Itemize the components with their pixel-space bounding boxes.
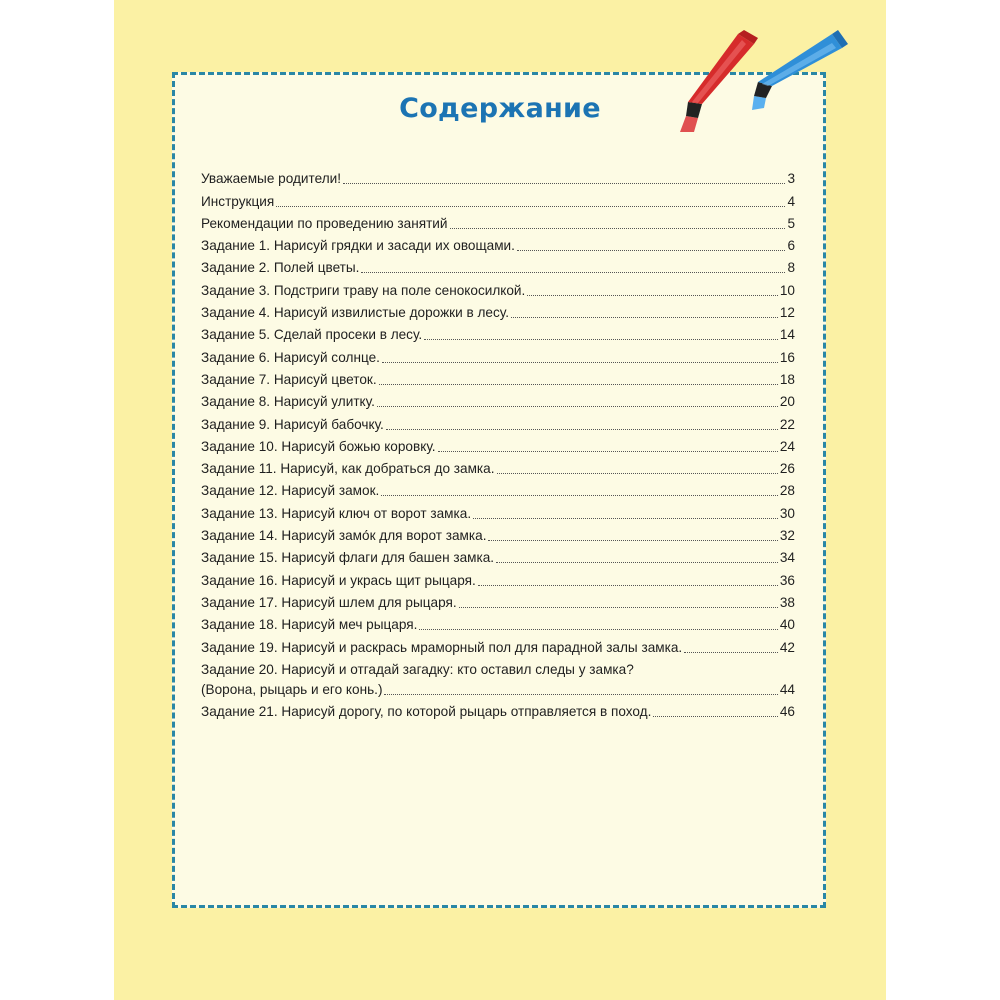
toc-page-number: 42 — [779, 639, 795, 655]
toc-page-number: 18 — [779, 371, 795, 387]
toc-entry — [201, 233, 795, 255]
toc-entry — [201, 567, 795, 589]
toc-entry-title: Задание 2. Полей цветы. — [201, 260, 360, 276]
dot-leader — [497, 473, 778, 474]
dot-leader — [684, 652, 778, 653]
toc-entry-title: Задание 7. Нарисуй цветок. — [201, 371, 377, 387]
toc-entry — [201, 545, 795, 567]
toc-page-number: 3 — [787, 171, 795, 187]
toc-entry — [201, 478, 795, 500]
toc-entry-title: Уважаемые родители! — [201, 171, 341, 187]
toc-entry — [201, 434, 795, 456]
toc-page-number: 6 — [787, 238, 795, 254]
toc-entry-title: Задание 14. Нарисуй замо́к для ворот замка. — [201, 528, 487, 544]
toc-entry-continuation — [201, 679, 795, 699]
dot-leader — [511, 317, 778, 318]
toc-page-number: 20 — [779, 394, 795, 410]
dot-leader — [381, 495, 778, 496]
toc-entry-title: Рекомендации по проведению занятий — [201, 215, 448, 231]
dot-leader — [377, 406, 778, 407]
dot-leader — [459, 607, 778, 608]
toc-page-number: 32 — [779, 528, 795, 544]
toc-entry — [201, 277, 795, 299]
toc-entry — [201, 389, 795, 411]
toc-entry-title: Задание 5. Сделай просеки в лесу. — [201, 327, 423, 343]
toc-entry-title: Задание 11. Нарисуй, как добраться до замка. — [201, 461, 495, 477]
toc-entry-title: Задание 19. Нарисуй и раскрась мраморный пол для парадной залы замка. — [201, 639, 683, 655]
dot-leader — [527, 295, 778, 296]
page-title: Содержание — [399, 93, 601, 124]
toc-entry — [201, 188, 795, 210]
toc-entry — [201, 211, 795, 233]
dot-leader — [386, 429, 778, 430]
toc-page-number: 12 — [779, 305, 795, 321]
dot-leader — [450, 228, 786, 229]
toc-entry-title: Задание 6. Нарисуй солнце. — [201, 349, 380, 365]
toc-entry — [201, 344, 795, 366]
dot-leader — [276, 206, 785, 207]
toc-entry — [201, 634, 795, 656]
dot-leader — [384, 694, 777, 695]
toc-entry-title: Инструкция — [201, 193, 275, 209]
toc-entry-title: Задание 21. Нарисуй дорогу, по которой рыцарь отправляется в поход. — [201, 703, 652, 719]
toc-entry-title: Задание 20. Нарисуй и отгадай загадку: кто оставил следы у замка? — [201, 661, 634, 677]
toc-page-number: 10 — [779, 282, 795, 298]
toc-page-number: 28 — [779, 483, 795, 499]
dot-leader — [438, 451, 778, 452]
toc-entry-title: Задание 18. Нарисуй меч рыцаря. — [201, 617, 418, 633]
toc-entry-title: Задание 16. Нарисуй и укрась щит рыцаря. — [201, 572, 476, 588]
toc-page-number: 46 — [779, 703, 795, 719]
toc-entry-title: Задание 10. Нарисуй божью коровку. — [201, 438, 436, 454]
toc-page-number: 22 — [779, 416, 795, 432]
toc-entry-title: Задание 8. Нарисуй улитку. — [201, 394, 375, 410]
toc-entry — [201, 367, 795, 389]
toc-page-number: 30 — [779, 505, 795, 521]
toc-page-number: 38 — [779, 594, 795, 610]
toc-entry — [201, 300, 795, 322]
toc-entry — [201, 322, 795, 344]
dot-leader — [496, 562, 778, 563]
dot-leader — [488, 540, 777, 541]
toc-page-number: 8 — [787, 260, 795, 276]
toc-entry-title: Задание 4. Нарисуй извилистые дорожки в лесу. — [201, 305, 509, 321]
toc-entry — [201, 411, 795, 433]
table-of-contents — [201, 166, 795, 721]
dot-leader — [382, 362, 778, 363]
dot-leader — [473, 518, 778, 519]
dot-leader — [379, 384, 778, 385]
toc-page-number: 26 — [779, 461, 795, 477]
toc-entry-title: Задание 15. Нарисуй флаги для башен замка. — [201, 550, 495, 566]
dot-leader — [517, 250, 786, 251]
toc-entry — [201, 456, 795, 478]
dot-leader — [361, 272, 785, 273]
toc-entry — [201, 166, 795, 188]
toc-entry-title: Задание 9. Нарисуй бабочку. — [201, 416, 384, 432]
toc-entry — [201, 612, 795, 634]
toc-entry-title-cont: (Ворона, рыцарь и его конь.) — [201, 681, 383, 697]
dot-leader — [419, 629, 777, 630]
toc-entry-title: Задание 12. Нарисуй замок. — [201, 483, 380, 499]
toc-entry — [201, 699, 795, 721]
toc-page-number: 44 — [779, 681, 795, 697]
toc-entry — [201, 590, 795, 612]
toc-entry — [201, 500, 795, 522]
dot-leader — [653, 716, 777, 717]
toc-page-number: 40 — [779, 617, 795, 633]
toc-entry-title: Задание 3. Подстриги траву на поле сенокосилкой. — [201, 282, 526, 298]
toc-entry — [201, 255, 795, 277]
toc-page-number: 34 — [779, 550, 795, 566]
toc-page-number: 36 — [779, 572, 795, 588]
dot-leader — [343, 183, 785, 184]
toc-entry-title: Задание 13. Нарисуй ключ от ворот замка. — [201, 505, 472, 521]
toc-entry — [201, 657, 795, 679]
toc-page-number: 24 — [779, 438, 795, 454]
toc-entry-title: Задание 17. Нарисуй шлем для рыцаря. — [201, 594, 457, 610]
toc-entry-title: Задание 1. Нарисуй грядки и засади их овощами. — [201, 238, 515, 254]
toc-page-number: 5 — [787, 215, 795, 231]
dot-leader — [424, 339, 778, 340]
toc-page-number: 16 — [779, 349, 795, 365]
toc-entry — [201, 523, 795, 545]
toc-page-number: 14 — [779, 327, 795, 343]
toc-page-number: 4 — [787, 193, 795, 209]
dot-leader — [478, 585, 778, 586]
